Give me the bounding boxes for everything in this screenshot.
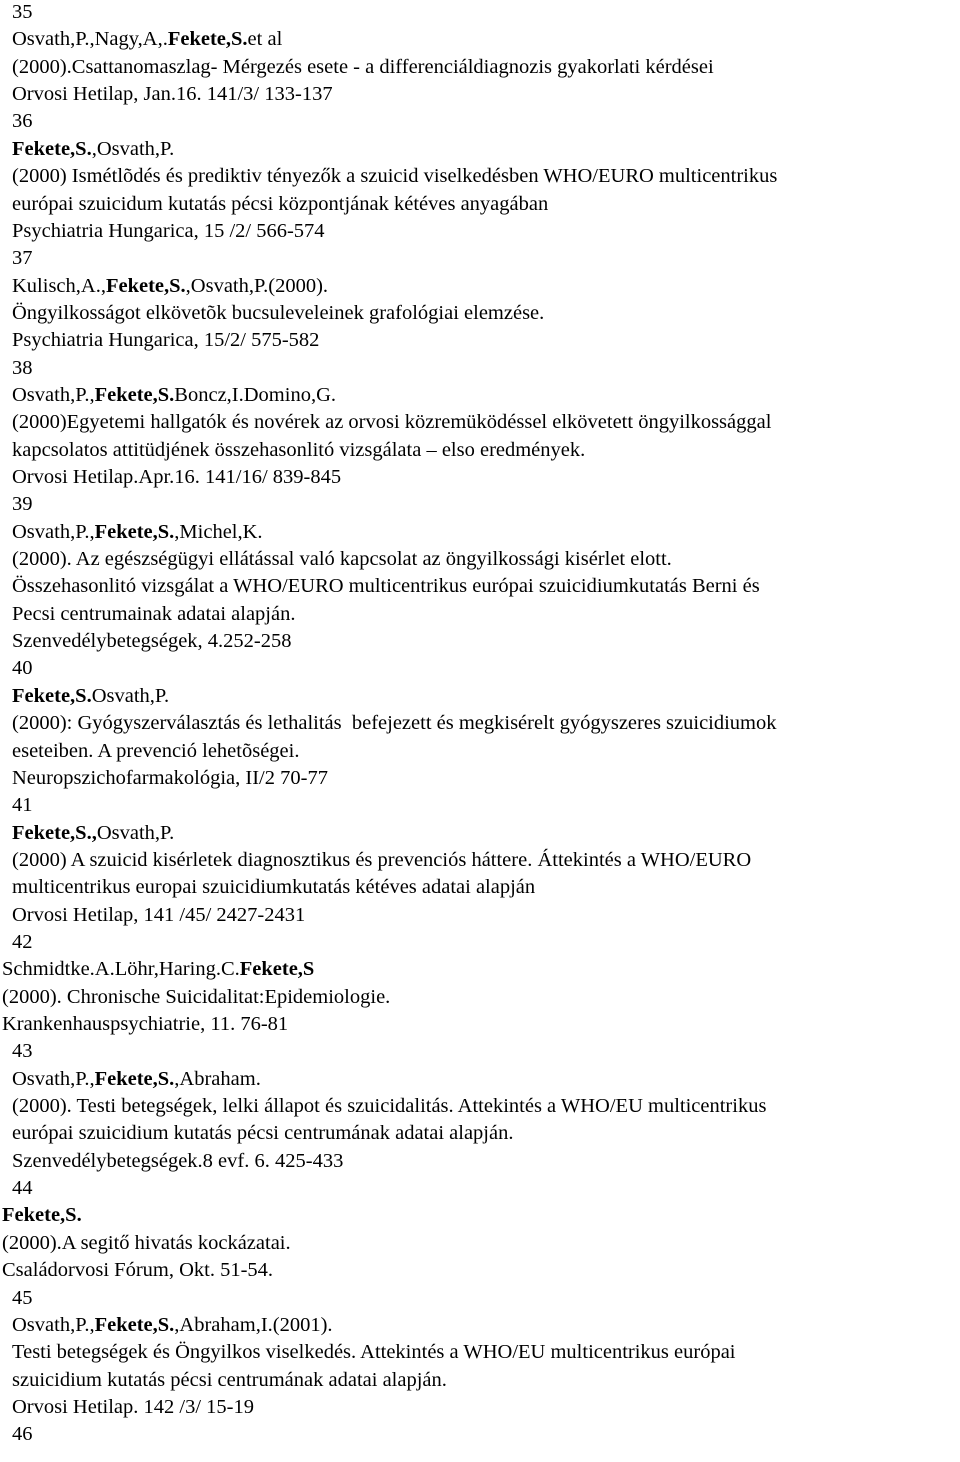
highlighted-author: Fekete,S., [12,821,97,844]
text-segment: eseteiben. A prevenció lehetõségei. [12,739,300,762]
reference-authors [12,522,263,543]
reference-line [2,1014,288,1035]
text-segment: Neuropszichofarmakológia, II/2 70-77 [12,766,328,789]
text-segment: Orvosi Hetilap. 142 /3/ 15-19 [12,1395,254,1418]
highlighted-author: Fekete,S. [105,274,186,297]
reference-authors [12,276,328,297]
text-segment: Schmidtke.A.Löhr,Haring.C. [2,958,240,981]
reference-number-text: 35 [12,1,33,23]
reference-authors [12,385,336,406]
text-segment: ,Michel,K. [174,520,263,543]
highlighted-author: Fekete,S. [94,1313,175,1336]
reference-number [12,111,33,132]
reference-line [12,84,333,105]
text-segment: kapcsolatos attitüdjének összehasonlitó vizsgálata – elso eredmények. [12,438,586,461]
reference-line [12,604,295,625]
reference-line [12,905,305,926]
text-segment: Psychiatria Hungarica, 15 /2/ 566-574 [12,219,325,242]
text-segment: európai szuicidium kutatás pécsi centrumának adatai alapján. [12,1122,514,1145]
text-segment: Krankenhauspsychiatrie, 11. 76-81 [2,1013,289,1035]
reference-number-text: 39 [12,493,33,516]
reference-number-text: 42 [12,930,33,953]
reference-line [12,1123,513,1144]
text-segment: (2000). Chronische Suicidalitat:Epidemiologie. [2,985,391,1008]
reference-line [12,1397,254,1418]
reference-line [12,576,760,597]
reference-line [12,768,328,789]
text-segment: Kulisch,A., [12,274,106,297]
text-segment: Orvosi Hetilap, Jan.16. 141/3/ 133-137 [12,83,333,106]
text-segment: Pecsi centrumainak adatai alapján. [12,602,296,625]
reference-authors [12,29,282,50]
reference-line [12,467,341,488]
reference-line [12,303,544,324]
reference-line [12,631,292,652]
text-segment: Összehasonlitó vizsgálat a WHO/EURO multicentrikus európai szuicidiumkutatás Berni és [12,575,760,598]
text-segment: Osvath,P., [12,1313,95,1336]
text-segment: ,Osvath,P.(2000). [185,274,329,297]
reference-line [12,166,777,187]
reference-number-text: 38 [12,356,33,379]
highlighted-author: Fekete,S [239,958,315,981]
reference-authors [2,1205,82,1226]
reference-number-text: 45 [12,1286,33,1309]
reference-line [12,850,751,871]
reference-number [12,1288,33,1309]
text-segment: ,Abraham. [174,1067,261,1090]
text-segment: Családorvosi Fórum, Okt. 51-54. [2,1259,274,1282]
reference-number-text: 44 [12,1177,33,1199]
reference-line [12,1370,447,1391]
text-segment: Osvath,P., [12,1067,95,1090]
highlighted-author: Fekete,S. [94,520,175,543]
reference-authors [12,1069,261,1090]
text-segment: ,Osvath,P. [91,137,175,160]
reference-line [12,877,535,898]
text-segment: európai szuicidum kutatás pécsi központjának kétéves anyagában [12,192,549,215]
reference-line [12,1096,766,1117]
highlighted-author: Fekete,S. [94,383,175,406]
highlighted-author: Fekete,S. [12,137,92,160]
text-segment: Szenvedélybetegségek.8 evf. 6. 425-433 [12,1149,344,1172]
highlighted-author: Fekete,S. [94,1067,175,1090]
highlighted-author: Fekete,S. [2,1204,82,1227]
reference-number [12,358,33,379]
text-segment: szuicidium kutatás pécsi centrumának adatai alapján. [12,1368,447,1391]
reference-line [12,713,777,734]
reference-number [12,658,33,679]
reference-line [2,1233,291,1254]
reference-number-text: 37 [12,247,33,270]
text-segment: Osvath,P., [12,520,95,543]
reference-line [12,330,319,351]
text-segment: (2000). Testi betegségek, lelki állapot és szuicidalitás. Attekintés a WHO/EU multicentrikus [12,1095,767,1117]
reference-number-text: 36 [12,110,33,133]
reference-number-text: 46 [12,1423,33,1446]
reference-line [12,57,714,78]
reference-authors [12,139,174,160]
text-segment: Orvosi Hetilap, 141 /45/ 2427-2431 [12,903,306,926]
reference-number [12,248,33,269]
reference-number [12,2,33,23]
reference-line [12,412,771,433]
reference-authors [12,1315,333,1336]
text-segment: Osvath,P. [96,821,175,844]
text-segment: et al [247,28,283,51]
text-segment: (2000). Az egészségügyi ellátással való kapcsolat az öngyilkossági kisérlet elott. [12,548,672,570]
text-segment: Osvath,P.,Nagy,A,. [12,28,168,51]
reference-number [12,1424,33,1445]
reference-line [12,194,548,215]
text-segment: multicentrikus europai szuicidiumkutatás kétéves adatai alapján [12,876,536,899]
reference-line [2,987,390,1008]
reference-number [12,932,33,953]
text-segment: (2000).A segitő hivatás kockázatai. [2,1231,291,1254]
text-segment: Testi betegségek és Öngyilkos viselkedés. Attekintés a WHO/EU multicentrikus európai [12,1341,736,1364]
reference-line [12,549,672,570]
text-segment: (2000).Csattanomaszlag- Mérgezés esete - a differenciáldiagnozis gyakorlati kérdései [12,55,714,78]
reference-line [12,221,325,242]
text-segment: (2000): Gyógyszerválasztás és lethalitás befejezett és megkisérelt gyógyszeres szuicidiumok [12,712,777,735]
text-segment: Osvath,P., [12,383,95,406]
reference-number [12,795,33,816]
reference-number-text: 41 [12,794,33,817]
reference-line [12,1342,736,1363]
reference-line [12,440,585,461]
reference-line [12,741,299,762]
text-segment: Osvath,P. [91,684,170,707]
reference-number-text: 40 [12,657,33,680]
reference-line [2,1260,273,1281]
highlighted-author: Fekete,S. [167,28,248,51]
reference-authors [2,959,314,980]
reference-line [12,1151,343,1172]
text-segment: Psychiatria Hungarica, 15/2/ 575-582 [12,329,320,352]
reference-authors [12,686,169,707]
highlighted-author: Fekete,S. [12,684,92,707]
reference-number [12,1041,33,1062]
text-segment: ,Abraham,I.(2001). [174,1313,333,1336]
text-segment: (2000)Egyetemi hallgatók és novérek az orvosi közremüködéssel elkövetett öngyilkossággal [12,411,772,434]
text-segment: Boncz,I.Domino,G. [174,383,336,406]
text-segment: Szenvedélybetegségek, 4.252-258 [12,630,292,653]
text-segment: Orvosi Hetilap.Apr.16. 141/16/ 839-845 [12,466,342,488]
reference-number [12,494,33,515]
reference-number [12,1178,33,1199]
text-segment: (2000) A szuicid kisérletek diagnosztikus és prevenciós háttere. Áttekintés a WHO/EURO [12,848,752,871]
text-segment: (2000) Ismétlõdés és prediktiv tényezők a szuicid viselkedésben WHO/EURO multicentrikus [12,165,778,188]
text-segment: Öngyilkosságot elkövetõk bucsuleveleinek grafológiai elemzése. [12,301,545,324]
reference-authors [12,823,174,844]
reference-number-text: 43 [12,1040,33,1063]
